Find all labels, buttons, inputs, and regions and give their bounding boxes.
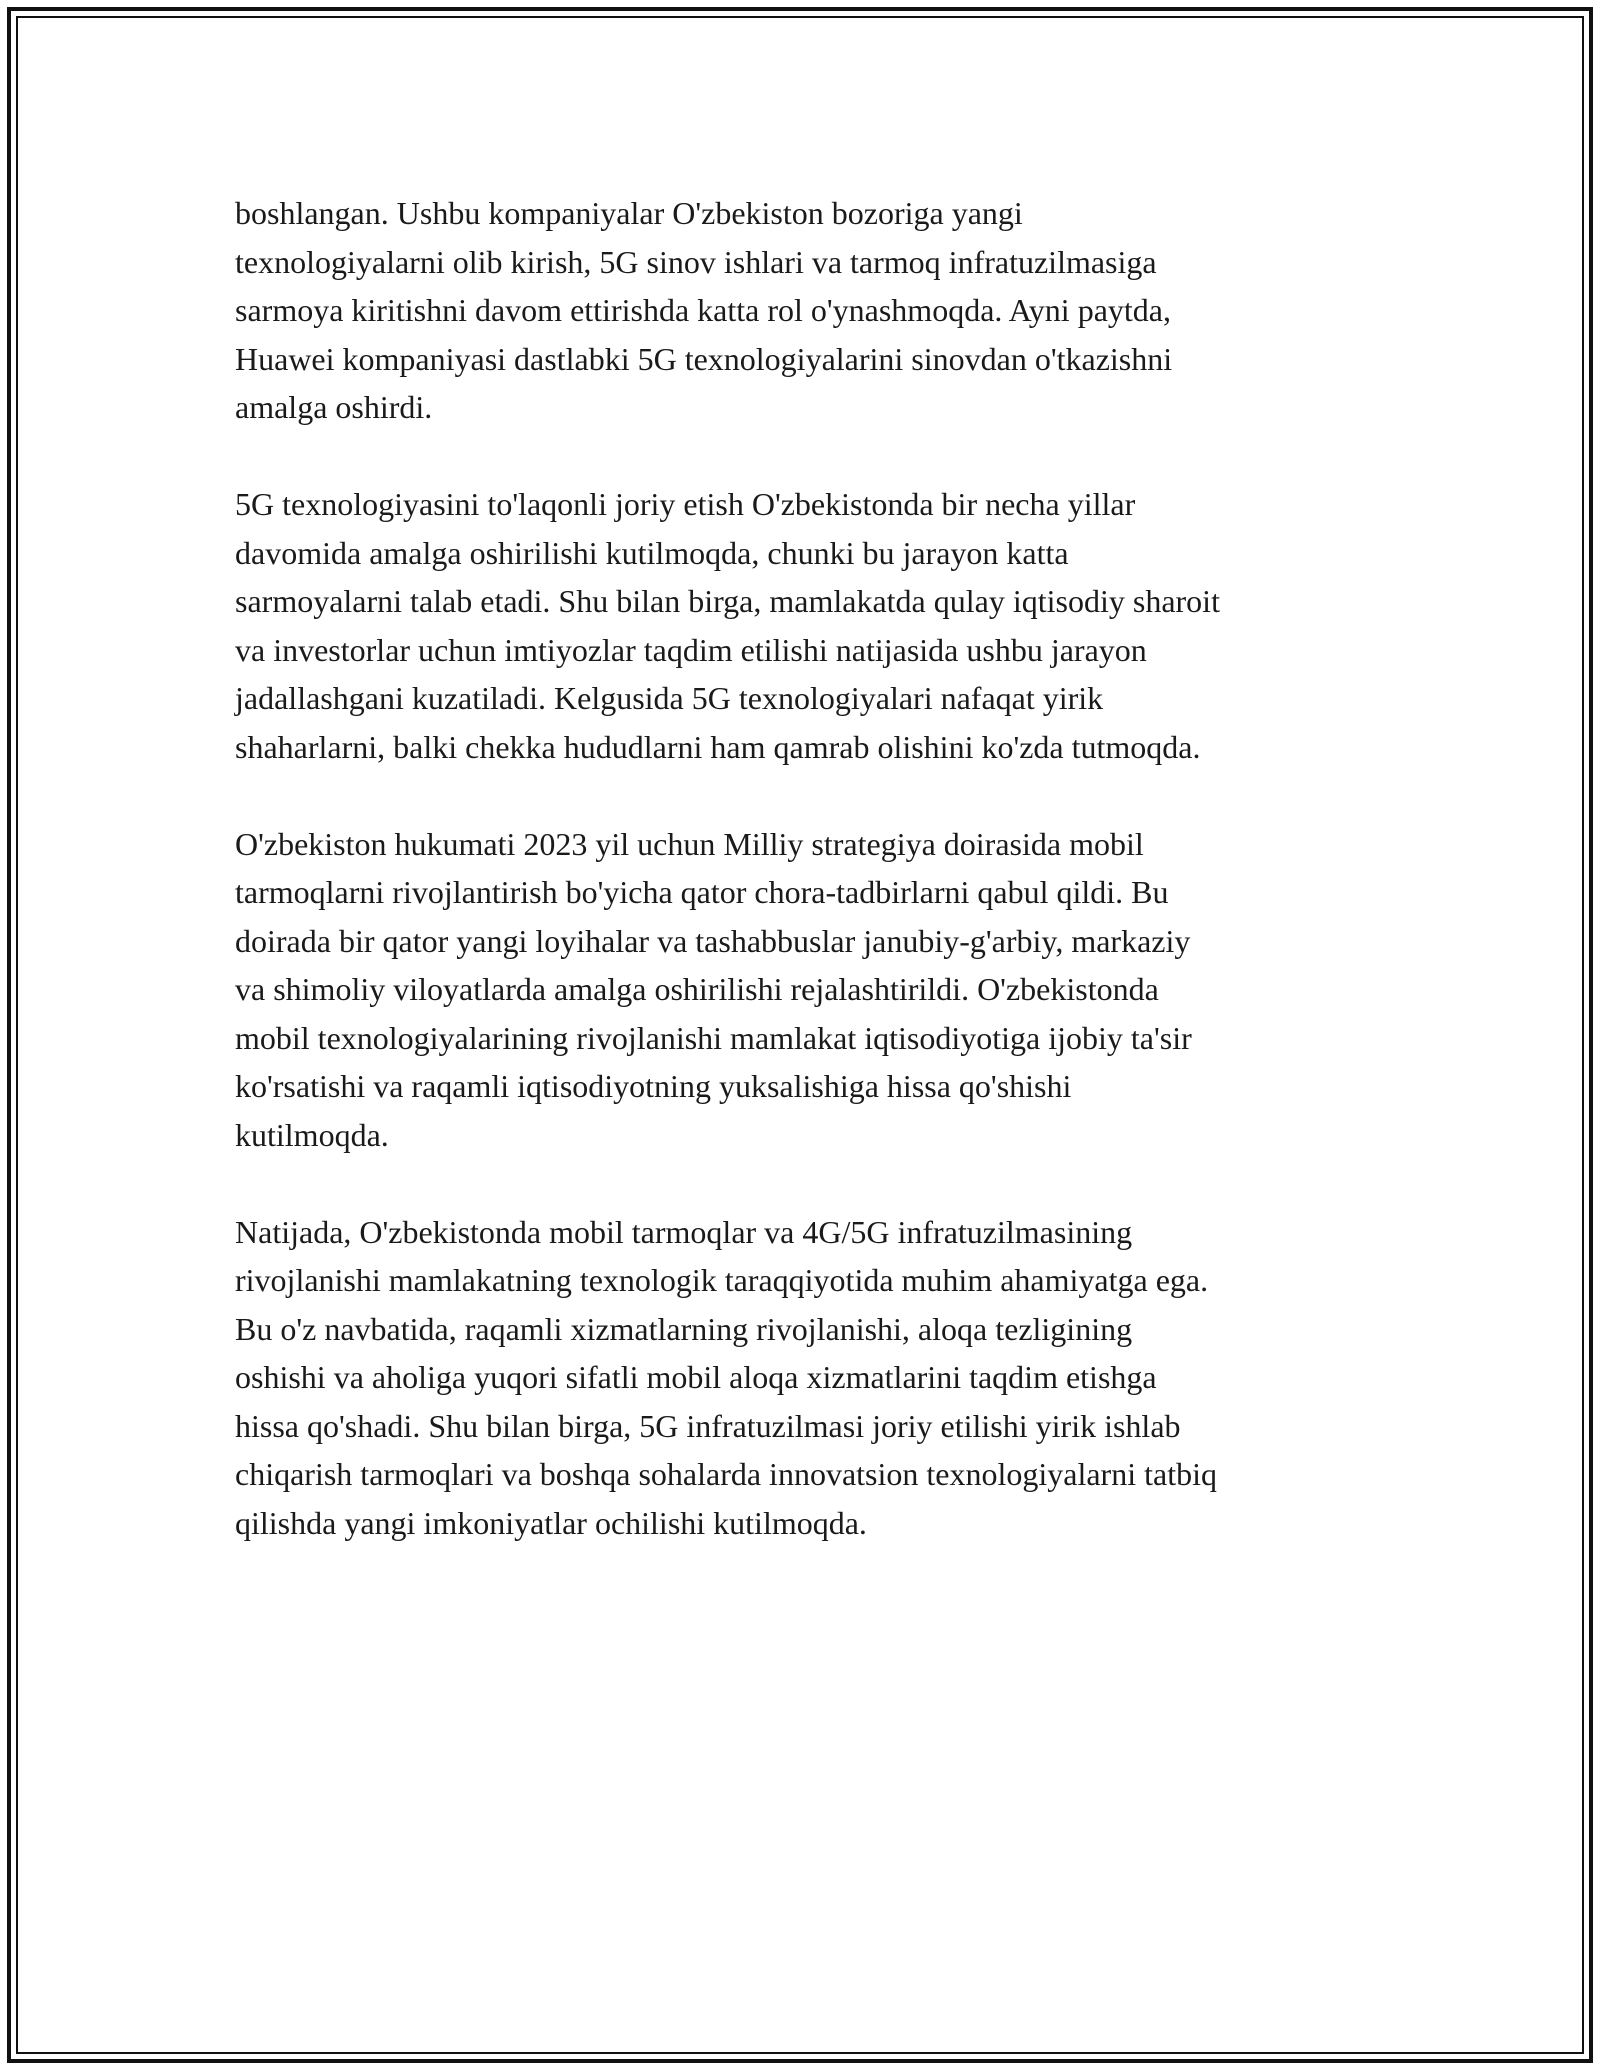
paragraph-3: O'zbekiston hukumati 2023 yil uchun Milliy strategiya doirasida mobil tarmoqlarni rivojlantirish bo'yicha qator chora-tadbirlarni qabul qildi. Bu doirada bir qator yangi loyihalar va tashabbuslar janubiy-g'arbiy, markaziy va shimoliy viloyatlarda amalga oshirilishi rejalashtirildi. O'zbekistonda mobil texnologiyalarining rivojlanishi mamlakat iqtisodiyotiga ijobiy ta'sir ko'rsatishi va raqamli iqtisodiyotning yuksalishiga hissa qo'shishi kutilmoqda. <box>235 825 1192 1153</box>
paragraph-2: 5G texnologiyasini to'laqonli joriy etish O'zbekistonda bir necha yillar davomida amalga oshirilishi kutilmoqda, chunki bu jarayon katta sarmoyalarni talab etadi. Shu bilan birga, mamlakatda qulay iqtisodiy sharoit va investorlar uchun imtiyozlar taqdim etilishi natijasida ushbu jarayon jadallashgani kuzatiladi. Kelgusida 5G texnologiyalari nafaqat yirik shaharlarni, balki chekka hududlarni ham qamrab olishini ko'zda tutmoqda. <box>235 486 1220 765</box>
paragraph-1: boshlangan. Ushbu kompaniyalar O'zbekiston bozoriga yangi texnologiyalarni olib kirish, 5G sinov ishlari va tarmoq infratuzilmasiga sarmoya kiritishni davom ettirishda katta rol o'ynashmoqda. Ayni paytda, Huawei kompaniyasi dastlabki 5G texnologiyalarini sinovdan o'tkazishni amalga oshirdi. <box>235 195 1173 425</box>
paragraph-4: Natijada, O'zbekistonda mobil tarmoqlar va 4G/5G infratuzilmasining rivojlanishi mamlakatning texnologik taraqqiyotida muhim ahamiyatga ega. Bu o'z navbatida, raqamli xizmatlarning rivojlanishi, aloqa tezligining oshishi va aholiga yuqori sifatli mobil aloqa xizmatlarini taqdim etishga hissa qo'shadi. Shu bilan birga, 5G infratuzilmasi joriy etilishi yirik ishlab chiqarish tarmoqlari va boshqa sohalarda innovatsion texnologiyalarni tatbiq qilishda yangi imkoniyatlar ochilishi kutilmoqda. <box>235 1213 1217 1541</box>
document-body <box>235 189 1375 1596</box>
